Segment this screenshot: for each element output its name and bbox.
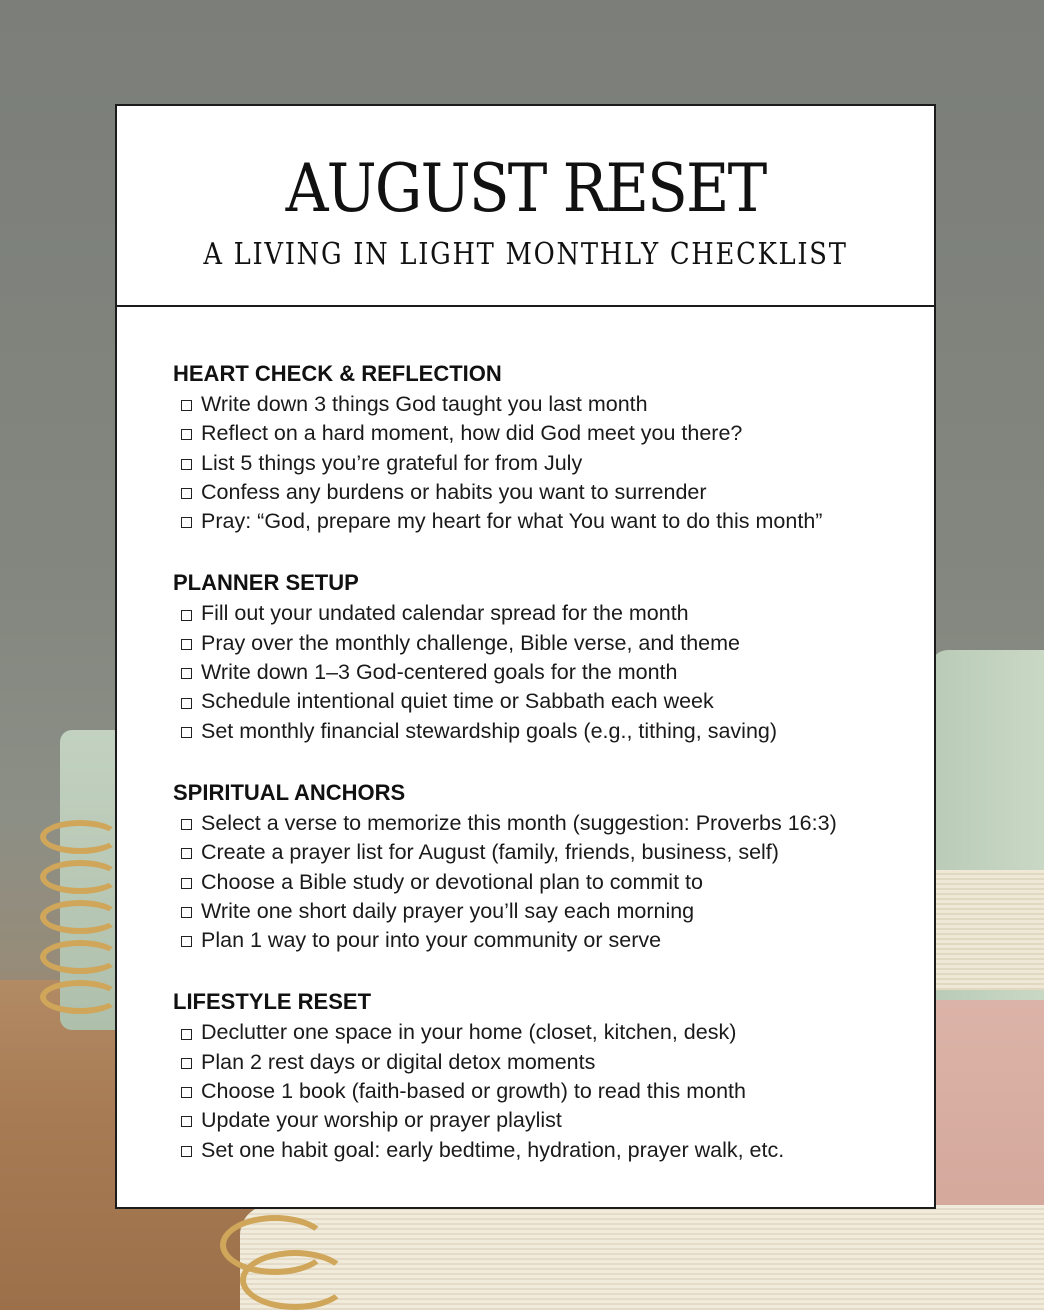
checklist-item[interactable] (173, 1136, 934, 1165)
checklist-item[interactable] (173, 1018, 934, 1047)
planner-ring (40, 940, 120, 974)
item-label: Update your worship or prayer playlist (201, 1108, 562, 1133)
checkbox-icon[interactable] (181, 639, 192, 650)
checklist-item[interactable] (173, 629, 934, 658)
checklist-item[interactable] (173, 838, 934, 867)
planner-ring (40, 860, 120, 894)
page-title: AUGUST RESET (285, 150, 766, 227)
card-header (117, 106, 934, 307)
planner-ring (40, 980, 120, 1014)
item-label: Confess any burdens or habits you want to surrender (201, 479, 707, 504)
checklist (173, 809, 934, 955)
item-label: Set monthly financial stewardship goals (e.g., tithing, saving) (201, 718, 778, 743)
checklist-item[interactable] (173, 868, 934, 897)
checkbox-icon[interactable] (181, 1029, 192, 1040)
checkbox-icon[interactable] (181, 1146, 192, 1157)
section-heart-check (173, 359, 934, 536)
section-title: LIFESTYLE RESET (173, 989, 372, 1015)
checklist-item[interactable] (173, 390, 934, 419)
item-label: Declutter one space in your home (closet, kitchen, desk) (201, 1020, 737, 1045)
checklist-item[interactable] (173, 717, 934, 746)
checklist-item[interactable] (173, 897, 934, 926)
item-label: Create a prayer list for August (family, friends, business, self) (201, 840, 779, 865)
item-label: Pray over the monthly challenge, Bible verse, and theme (201, 630, 740, 655)
checkbox-icon[interactable] (181, 1116, 192, 1127)
checklist-item[interactable] (173, 419, 934, 448)
checkbox-icon[interactable] (181, 459, 192, 470)
checklist-item[interactable] (173, 687, 934, 716)
checkbox-icon[interactable] (181, 848, 192, 859)
checkbox-icon[interactable] (181, 907, 192, 918)
item-label: Write down 3 things God taught you last month (201, 392, 648, 416)
checkbox-icon[interactable] (181, 878, 192, 889)
checkbox-icon[interactable] (181, 1058, 192, 1069)
checklist-item[interactable] (173, 507, 934, 536)
checklist (173, 390, 934, 536)
item-label: Write one short daily prayer you’ll say each morning (201, 898, 695, 923)
checklist-body (117, 307, 934, 1165)
checklist-item[interactable] (173, 1106, 934, 1135)
item-label: Choose a Bible study or devotional plan to commit to (201, 869, 703, 894)
checkbox-icon[interactable] (181, 936, 192, 947)
checklist-item[interactable] (173, 1048, 934, 1077)
background-book-pages (932, 870, 1044, 990)
section-title: HEART CHECK & REFLECTION (173, 361, 502, 386)
item-label: Write down 1–3 God-centered goals for the month (201, 660, 678, 685)
checklist (173, 599, 934, 745)
checkbox-icon[interactable] (181, 727, 192, 738)
planner-ring (40, 820, 120, 854)
checkbox-icon[interactable] (181, 668, 192, 679)
section-title: PLANNER SETUP (173, 570, 359, 596)
checklist-item[interactable] (173, 449, 934, 478)
item-label: Fill out your undated calendar spread for the month (201, 601, 689, 626)
section-planner-setup (173, 568, 934, 745)
item-label: Reflect on a hard moment, how did God meet you there? (201, 421, 743, 446)
item-label: Set one habit goal: early bedtime, hydration, prayer walk, etc. (201, 1137, 785, 1162)
page-subtitle: A LIVING IN LIGHT MONTHLY CHECKLIST (203, 237, 848, 272)
item-label: Choose 1 book (faith-based or growth) to read this month (201, 1079, 746, 1104)
checkbox-icon[interactable] (181, 400, 192, 411)
checklist-card (115, 104, 936, 1209)
checklist-item[interactable] (173, 926, 934, 955)
item-label: List 5 things you’re grateful for from July (201, 450, 583, 475)
checkbox-icon[interactable] (181, 1087, 192, 1098)
background-book-pages (240, 1205, 1044, 1310)
checklist-item[interactable] (173, 478, 934, 507)
checkbox-icon[interactable] (181, 610, 192, 621)
item-label: Pray: “God, prepare my heart for what You want to do this month” (201, 509, 823, 534)
checkbox-icon[interactable] (181, 429, 192, 440)
section-lifestyle-reset (173, 987, 934, 1164)
checklist-item[interactable] (173, 599, 934, 628)
section-title: SPIRITUAL ANCHORS (173, 779, 406, 805)
checkbox-icon[interactable] (181, 488, 192, 499)
item-label: Plan 1 way to pour into your community or serve (201, 928, 662, 953)
checklist (173, 1018, 934, 1164)
planner-ring (40, 900, 120, 934)
section-spiritual-anchors (173, 778, 934, 955)
item-label: Plan 2 rest days or digital detox moments (201, 1049, 596, 1074)
checklist-item[interactable] (173, 658, 934, 687)
item-label: Select a verse to memorize this month (suggestion: Proverbs 16:3) (201, 810, 837, 835)
checkbox-icon[interactable] (181, 517, 192, 528)
planner-ring (240, 1250, 350, 1310)
checklist-item[interactable] (173, 809, 934, 838)
checkbox-icon[interactable] (181, 819, 192, 830)
checkbox-icon[interactable] (181, 698, 192, 709)
background-book-pink (920, 1000, 1044, 1220)
item-label: Schedule intentional quiet time or Sabbath each week (201, 689, 714, 714)
checklist-item[interactable] (173, 1077, 934, 1106)
